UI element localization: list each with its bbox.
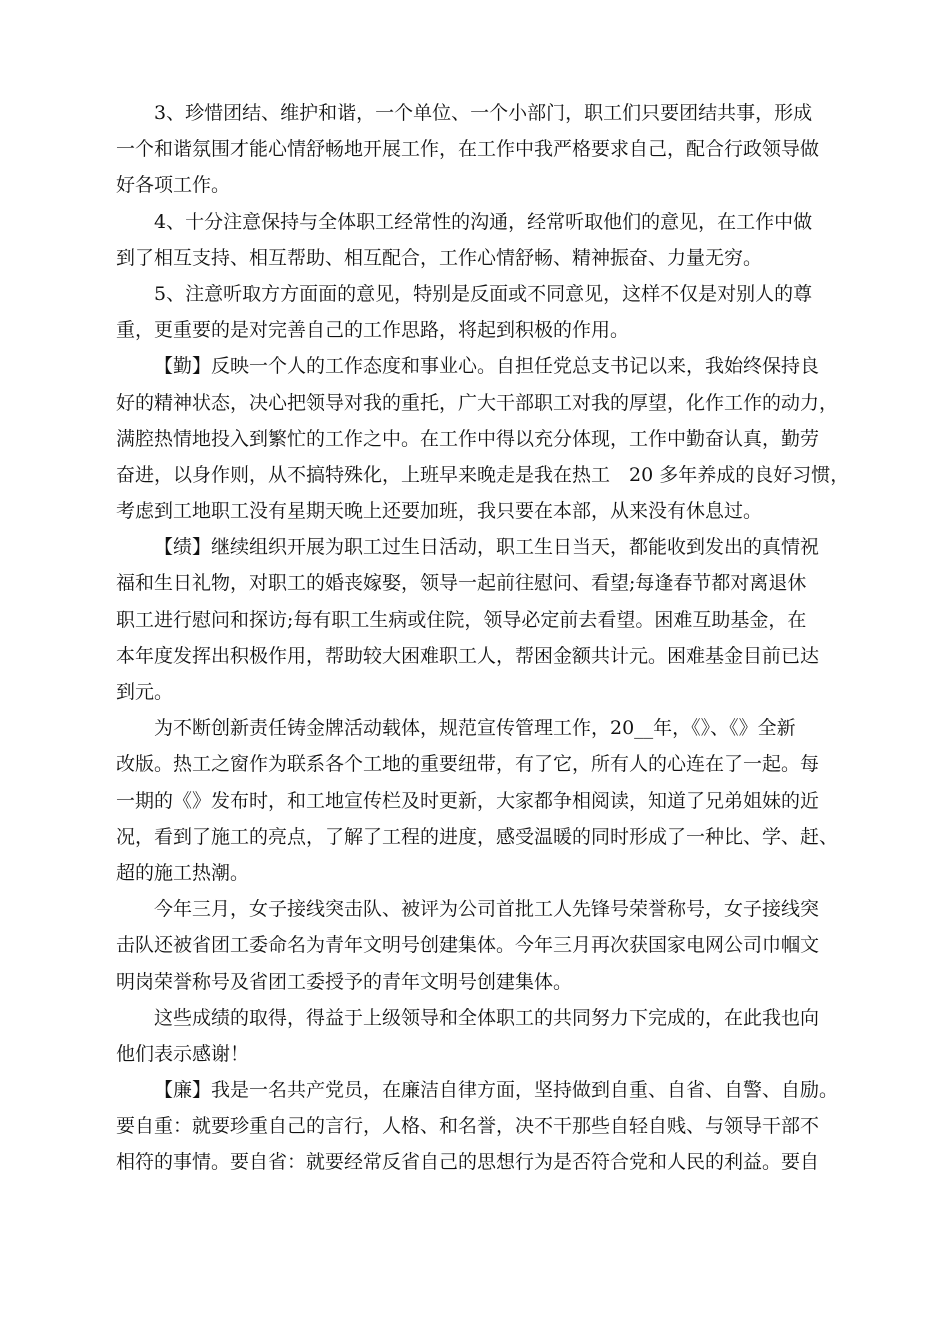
document-body <box>116 95 850 1181</box>
text-line: 一个和谐氛围才能心情舒畅地开展工作，在工作中我严格要求自己，配合行政领导做 <box>116 138 820 161</box>
text-line: 击队还被省团工委命名为青年文明号创建集体。今年三月再次获国家电网公司巾帼文 <box>116 934 820 957</box>
text-line: 本年度发挥出积极作用，帮助较大困难职工人，帮困金额共计元。困难基金目前已达 <box>116 644 820 667</box>
text-line: 况，看到了施工的亮点，了解了工程的进度，感受温暖的同时形成了一种比、学、赶、 <box>116 825 839 848</box>
text-line: 【绩】继续组织开展为职工过生日活动，职工生日当天，都能收到发出的真情祝 <box>154 536 820 559</box>
text-line: 超的施工热潮。 <box>116 861 250 884</box>
text-line: 到了相互支持、相互帮助、相互配合，工作心情舒畅、精神振奋、力量无穷。 <box>116 246 763 269</box>
text-line: 改版。热工之窗作为联系各个工地的重要纽带，有了它，所有人的心连在了一起。每 <box>116 753 820 776</box>
text-line: 职工进行慰问和探访;每有职工生病或住院，领导必定前去看望。困难互助基金，在 <box>116 608 807 631</box>
text-line: 考虑到工地职工没有星期天晚上还要加班，我只要在本部，从来没有休息过。 <box>116 500 763 523</box>
text-line: 为不断创新责任铸金牌活动载体，规范宣传管理工作，20__年，《》、《》全新 <box>154 717 796 740</box>
text-line: 他们表示感谢！ <box>116 1042 250 1065</box>
text-line: 【勤】反映一个人的工作态度和事业心。自担任党总支书记以来，我始终保持良 <box>154 355 820 378</box>
text-line: 这些成绩的取得，得益于上级领导和全体职工的共同努力下完成的，在此我也向 <box>154 1006 820 1029</box>
text-line: 满腔热情地投入到繁忙的工作之中。在工作中得以充分体现，工作中勤奋认真，勤劳 <box>116 427 820 450</box>
text-line: 奋进，以身作则，从不搞特殊化，上班早来晚走是我在热工 20 多年养成的良好习惯， <box>116 463 850 486</box>
text-line: 要自重：就要珍重自己的言行，人格、和名誉，决不干那些自轻自贱、与领导干部不 <box>116 1115 820 1138</box>
text-line: 4、十分注意保持与全体职工经常性的沟通，经常听取他们的意见，在工作中做 <box>154 210 813 233</box>
text-line: 5、注意听取方方面面的意见，特别是反面或不同意见，这样不仅是对别人的尊 <box>154 282 813 305</box>
text-line: 到元。 <box>116 681 174 703</box>
text-line: 一期的《》发布时，和工地宣传栏及时更新，大家都争相阅读，知道了兄弟姐妹的近 <box>116 789 820 812</box>
text-line: 好各项工作。 <box>116 174 231 197</box>
text-line: 3、珍惜团结、维护和谐，一个单位、一个小部门，职工们只要团结共事，形成 <box>154 102 813 124</box>
text-line: 好的精神状态，决心把领导对我的重托，广大干部职工对我的厚望，化作工作的动力， <box>116 391 839 414</box>
text-line: 今年三月，女子接线突击队、被评为公司首批工人先锋号荣誉称号，女子接线突 <box>154 898 820 921</box>
text-line: 明岗荣誉称号及省团工委授予的青年文明号创建集体。 <box>116 970 573 993</box>
text-line: 重，更重要的是对完善自己的工作思路，将起到积极的作用。 <box>116 319 630 342</box>
text-line: 福和生日礼物，对职工的婚丧嫁娶，领导一起前往慰问、看望;每逢春节都对离退休 <box>116 572 807 595</box>
text-line: 相符的事情。要自省：就要经常反省自己的思想行为是否符合党和人民的利益。要自 <box>116 1151 820 1174</box>
text-line: 【廉】我是一名共产党员，在廉洁自律方面，坚持做到自重、自省、自警、自励。 <box>154 1079 839 1102</box>
